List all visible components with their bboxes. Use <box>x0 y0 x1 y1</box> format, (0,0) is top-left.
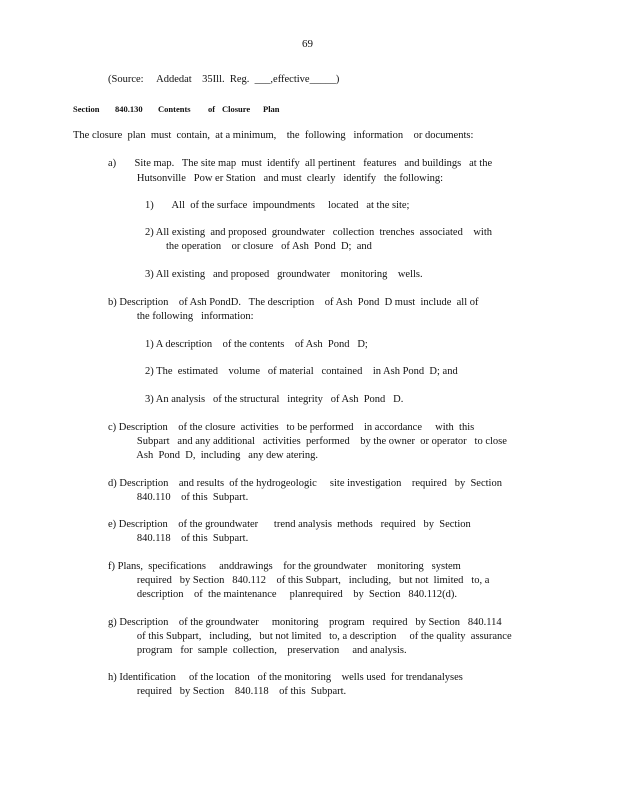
source-line: (Source: Addedat 35Ill. Reg. ___,effective_____) <box>108 74 340 85</box>
section-title-word: Contents <box>158 104 191 114</box>
item-line: 1) A description of the contents of Ash Pond D; <box>145 339 368 350</box>
item-line: Ash Pond D, including any dew atering. <box>108 450 318 461</box>
item-line: e) Description of the groundwater trend analysis methods required by Section <box>108 519 471 530</box>
item-line: required by Section 840.118 of this Subpart. <box>108 686 347 697</box>
item-line: f) Plans, specifications anddrawings for the groundwater monitoring system <box>108 561 461 572</box>
item-line: required by Section 840.112 of this Subpart, including, but not limited to, a <box>108 575 490 586</box>
item-line: 840.118 of this Subpart. <box>108 533 249 544</box>
item-line: 2) The estimated volume of material contained in Ash Pond D; and <box>145 366 458 377</box>
item-line: Subpart and any additional activities performed by the owner or operator to close <box>108 436 507 447</box>
item-line: program for sample collection, preservation and analysis. <box>108 645 407 656</box>
page-number: 69 <box>302 38 313 50</box>
item-line: b) Description of Ash PondD. The description of Ash Pond D must include all of <box>108 297 479 308</box>
item-line: h) Identification of the location of the monitoring wells used for trendanalyses <box>108 672 463 683</box>
item-line: g) Description of the groundwater monitoring program required by Section 840.114 <box>108 617 502 628</box>
item-line: 1) All of the surface impoundments located at the site; <box>145 200 410 211</box>
item-line: of this Subpart, including, but not limited to, a description of the quality assurance <box>108 631 512 642</box>
intro-paragraph: The closure plan must contain, at a minimum, the following information or documents: <box>73 130 474 141</box>
item-line: 2) All existing and proposed groundwater collection trenches associated with <box>145 227 492 238</box>
section-title-word: Plan <box>263 104 280 114</box>
item-line: the following information: <box>108 311 254 322</box>
section-title-word: Closure <box>222 104 251 114</box>
item-line: d) Description and results of the hydrogeologic site investigation required by Section <box>108 478 502 489</box>
item-line: c) Description of the closure activities to be performed in accordance with this <box>108 422 475 433</box>
item-line: description of the maintenance planrequired by Section 840.112(d). <box>108 589 457 600</box>
item-line: 3) All existing and proposed groundwater monitoring wells. <box>145 269 423 280</box>
section-title-word: of <box>208 104 216 114</box>
item-line: 3) An analysis of the structural integrity of Ash Pond D. <box>145 394 404 405</box>
item-line: Hutsonville Pow er Station and must clearly identify the following: <box>108 173 444 184</box>
item-line: the operation or closure of Ash Pond D; and <box>145 241 372 252</box>
section-code: 840.130 <box>115 104 143 114</box>
item-line: 840.110 of this Subpart. <box>108 492 249 503</box>
section-label: Section <box>73 104 100 114</box>
item-line: a) Site map. The site map must identify all pertinent features and buildings at the <box>108 158 493 169</box>
